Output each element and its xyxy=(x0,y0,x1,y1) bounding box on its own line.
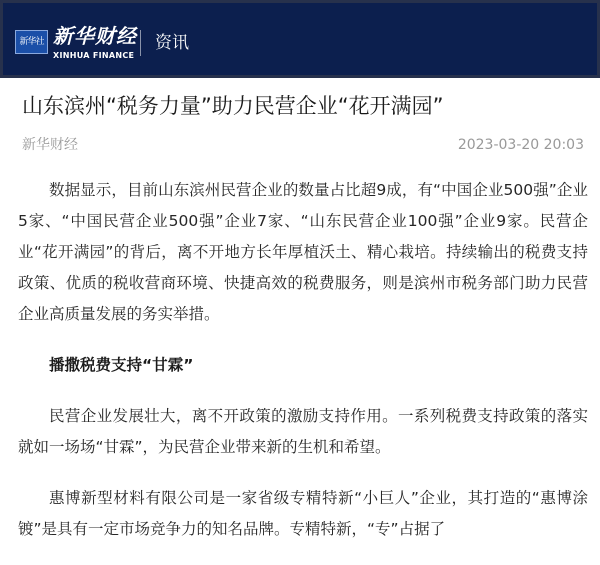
header-divider xyxy=(140,30,141,56)
article-paragraph: 数据显示，目前山东滨州民营企业的数量占比超9成，有“中国企业500强”企业5家、“中国民营企业500强”企业7家、“山东民营企业100强”企业9家。民营企业“花开满园”的背后，离不开地方长年厚植沃土、精心栽培。持续输出的税费支持政策、优质的税收营商环境、快捷高效的税费服务，则是滨州市税务部门助力民营企业高质量发展的务实举措。 xyxy=(18,181,588,323)
brand-logo[interactable] xyxy=(53,24,137,61)
xinhua-logo-badge[interactable]: 新华社 xyxy=(15,30,48,54)
article-body xyxy=(18,175,588,565)
brand-name-cn: 新华财经 xyxy=(53,24,137,48)
article-datetime: 2023-03-20 20:03 xyxy=(457,137,584,153)
article-title: 山东滨州“税务力量”助力民营企业“花开满园” xyxy=(22,94,444,118)
section-label[interactable]: 资讯 xyxy=(155,33,189,53)
site-header xyxy=(0,0,600,78)
article-paragraph: 民营企业发展壮大，离不开政策的激励支持作用。一系列税费支持政策的落实就如一场场“甘霖”，为民营企业带来新的生机和希望。 xyxy=(18,407,588,456)
brand-name-en: XINHUA FINANCE xyxy=(53,51,135,60)
article-subheading: 播撒税费支持“甘霖” xyxy=(49,356,194,374)
article-source: 新华财经 xyxy=(22,137,78,153)
article-paragraph: 惠博新型材料有限公司是一家省级专精特新“小巨人”企业，其打造的“惠博涂镀”是具有一定市场竞争力的知名品牌。专精特新，“专”占据了 xyxy=(18,489,588,538)
